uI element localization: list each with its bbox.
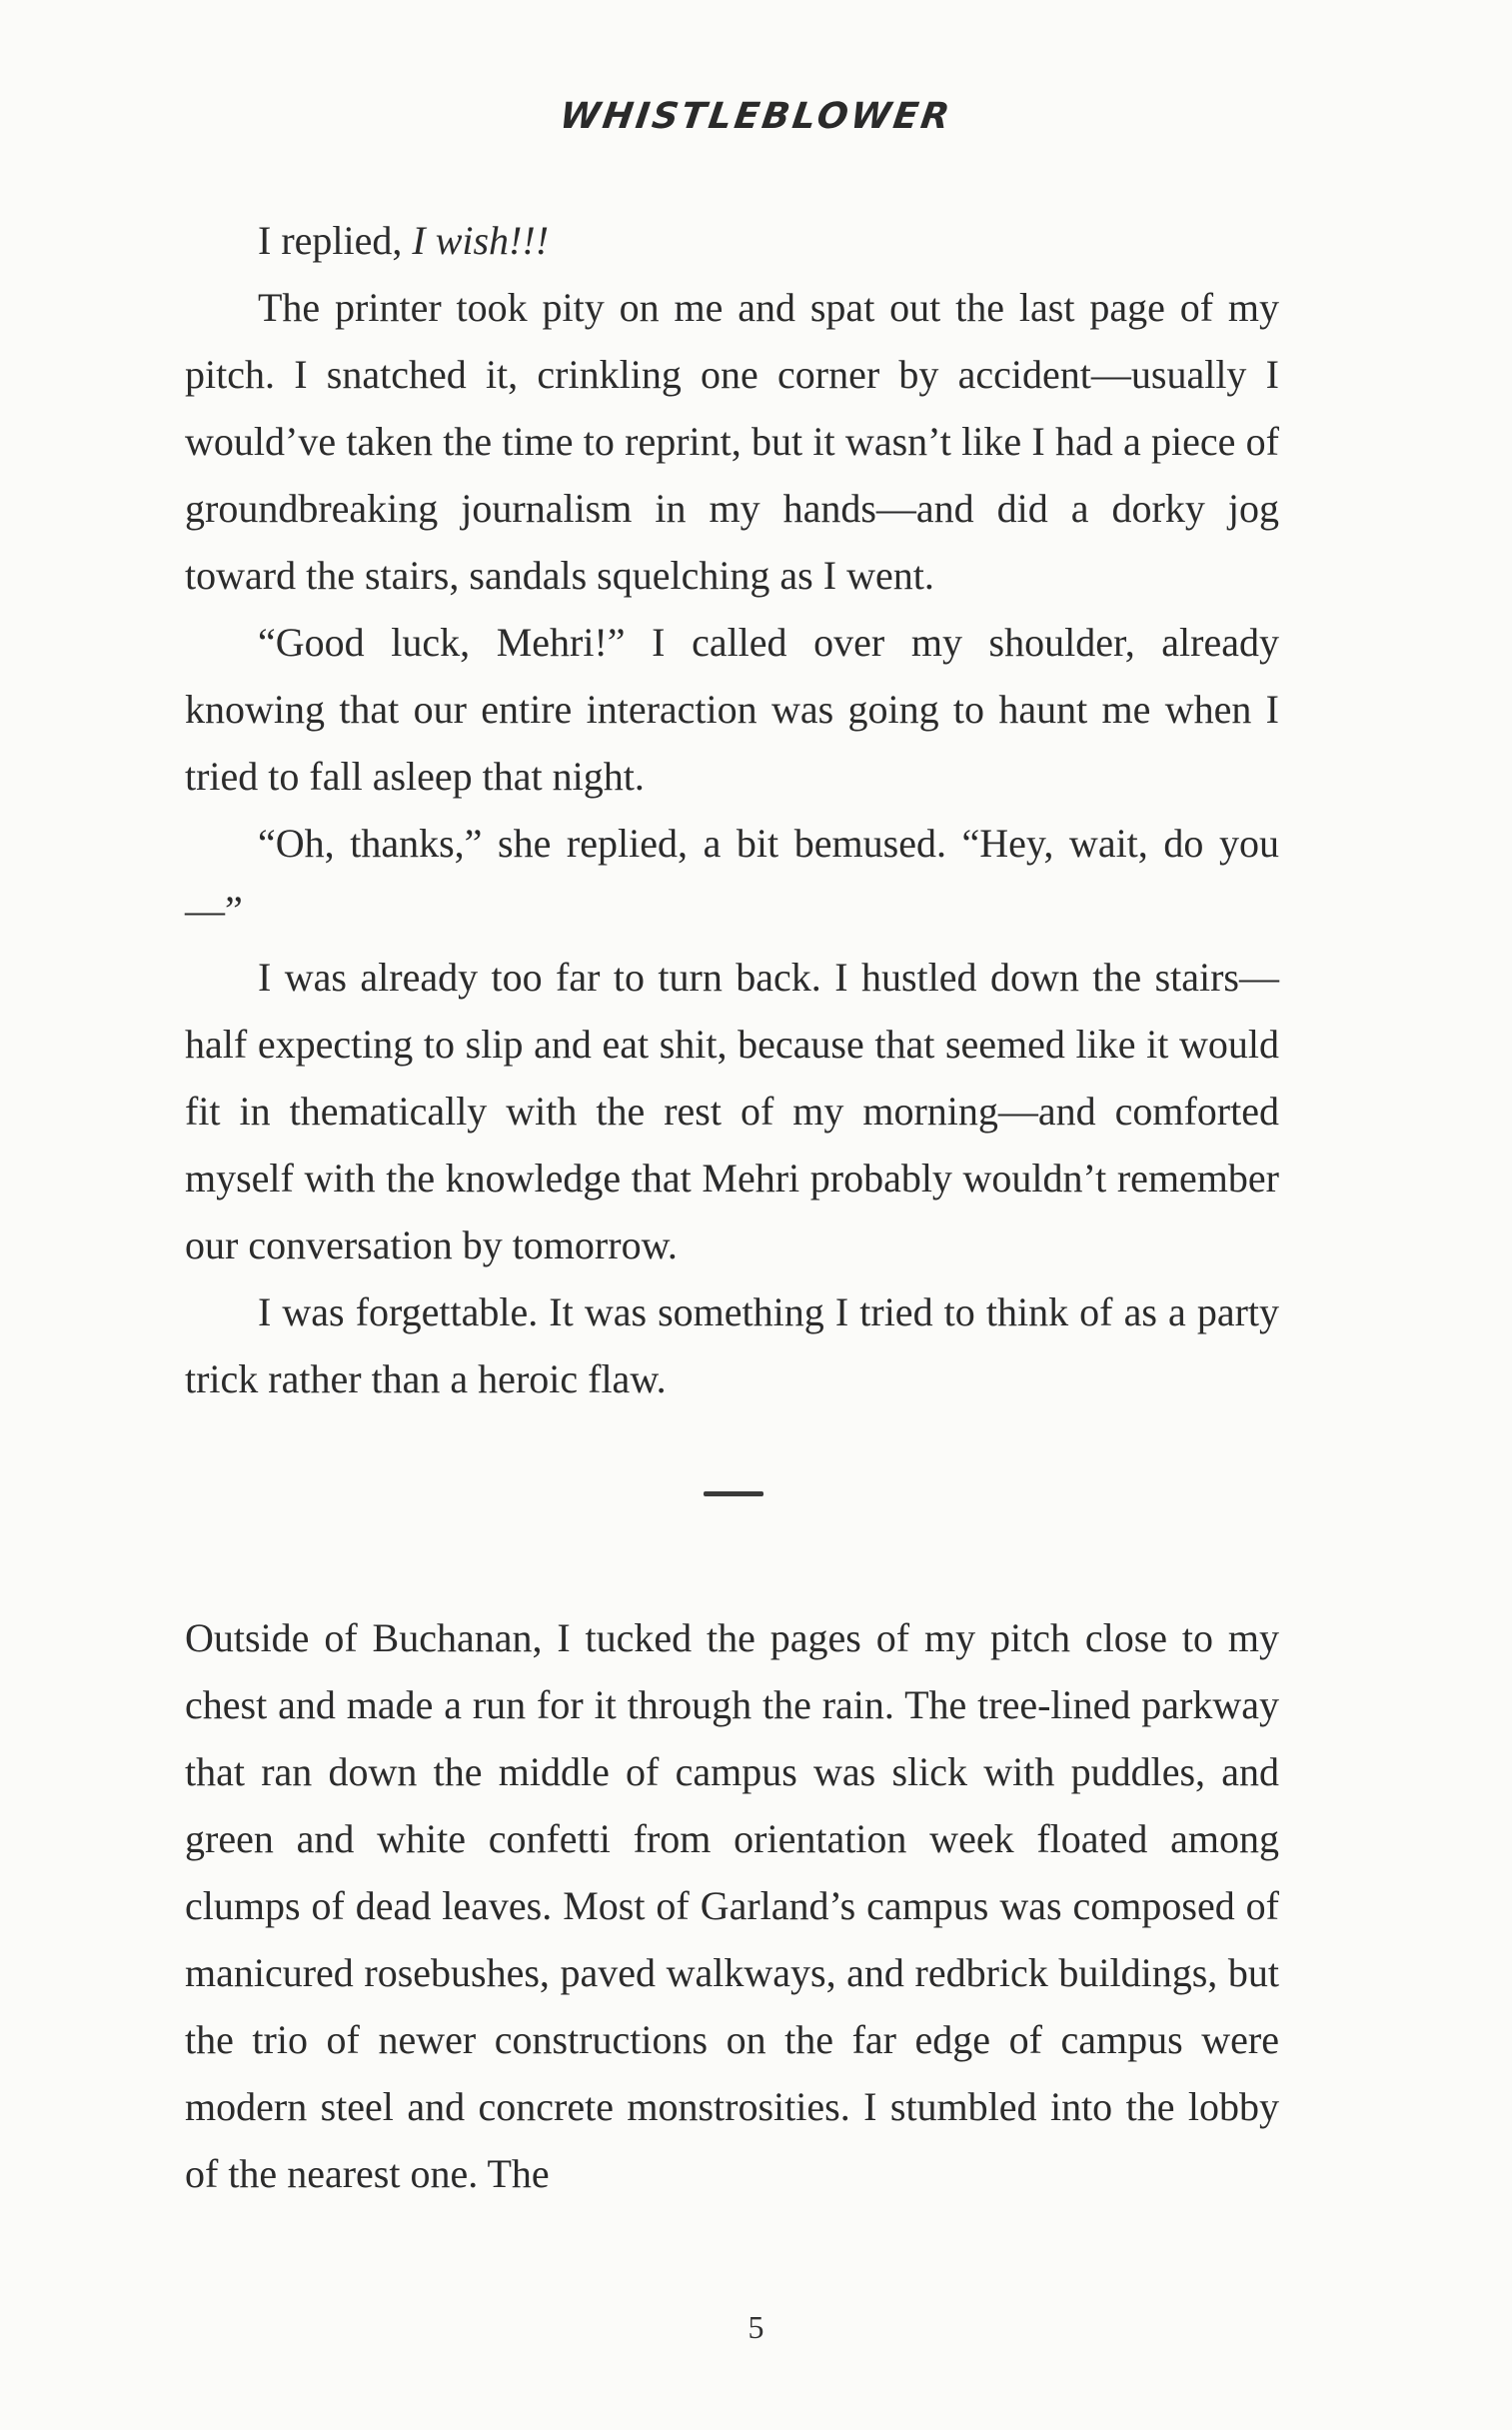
body-text-section-two xyxy=(185,1604,1279,2207)
paragraph-lead: I replied, xyxy=(258,218,413,263)
paragraph: The printer took pity on me and spat out the last page of my pitch. I snatched it, crinkling one corner by accident—usually I would’ve taken the time to reprint, but it wasn’t like I had a piece of groundbreaking journalism in my hands—and did a dorky jog toward the stairs, sandals squelching as I went. xyxy=(185,285,1279,598)
paragraph: “Oh, thanks,” she replied, a bit bemused. “Hey, wait, do you—” xyxy=(185,821,1279,933)
paragraph: I was already too far to turn back. I hustled down the stairs—half expecting to slip and eat shit, because that seemed like it would fit in thematically with the rest of my morning—and comforted myself with the knowledge that Mehri probably wouldn’t remember our conversation by tomorrow. xyxy=(185,955,1279,1267)
paragraph: “Good luck, Mehri!” I called over my shoulder, already knowing that our entire interaction was going to haunt me when I tried to fall asleep that night. xyxy=(185,620,1279,799)
italic-text: I wish!!! xyxy=(412,218,550,263)
running-head: WHISTLEBLOWER xyxy=(557,96,955,137)
page-number: 5 xyxy=(748,2309,764,2345)
paragraph xyxy=(185,207,1279,274)
paragraph: Outside of Buchanan, I tucked the pages of my pitch close to my chest and made a run for it through the rain. The tree-lined parkway that ran down the middle of campus was slick with puddles, and green and white confetti from orientation week floated among clumps of dead leaves. Most of Garland’s campus was composed of manicured rosebushes, paved walkways, and redbrick buildings, but the trio of newer constructions on the far edge of campus were modern steel and concrete monstrosities. I stumbled into the lobby of the nearest one. The xyxy=(185,1615,1279,2196)
scene-break-divider xyxy=(704,1491,763,1496)
paragraph: I was forgettable. It was something I tried to think of as a party trick rather than a heroic flaw. xyxy=(185,1289,1279,1401)
body-text-section-one xyxy=(185,207,1279,1412)
